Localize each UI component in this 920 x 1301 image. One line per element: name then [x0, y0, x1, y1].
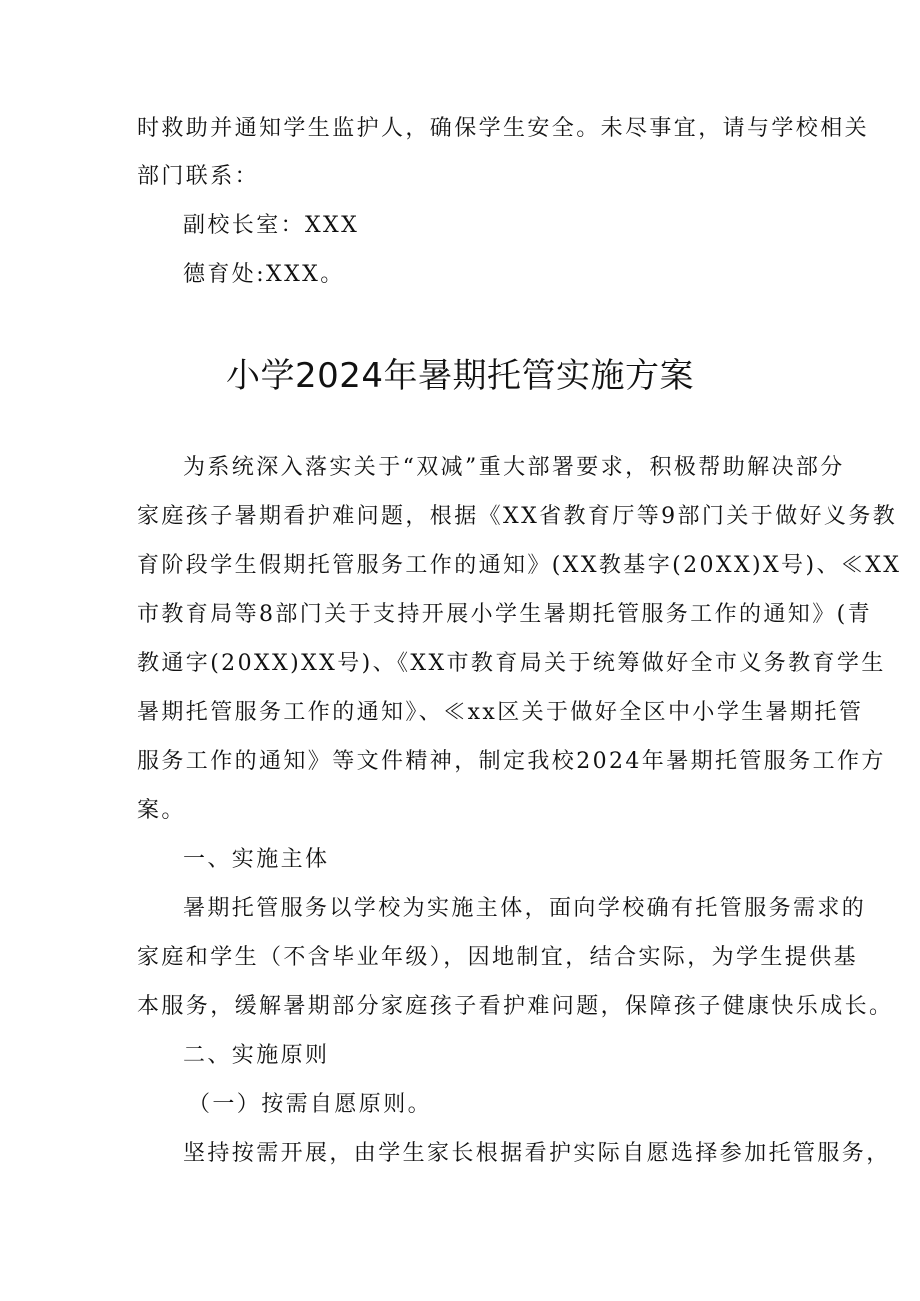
paragraph-line: 暑期托管服务以学校为实施主体，面向学校确有托管服务需求的: [183, 896, 867, 921]
paragraph-line: 家庭孩子暑期看护难问题，根据《XX省教育厅等9部门关于做好义务教: [137, 504, 898, 529]
paragraph-line: 服务工作的通知》等文件精神，制定我校2024年暑期托管服务工作方: [137, 749, 886, 774]
section-heading: 一、实施主体: [183, 847, 330, 872]
paragraph-line: 本服务，缓解暑期部分家庭孩子看护难问题，保障孩子健康快乐成长。: [137, 994, 894, 1019]
paragraph-line: 为系统深入落实关于“双减”重大部署要求，积极帮助解决部分: [183, 455, 845, 480]
paragraph-line: 育阶段学生假期托管服务工作的通知》(XX教基字(20XX)X号)、≪XX: [137, 553, 902, 578]
paragraph-line: 市教育局等8部门关于支持开展小学生暑期托管服务工作的通知》(青: [137, 602, 872, 627]
paragraph-line: 时救助并通知学生监护人，确保学生安全。未尽事宜，请与学校相关: [137, 116, 870, 141]
paragraph-line: 部门联系：: [137, 164, 260, 189]
paragraph-line: 家庭和学生（不含毕业年级），因地制宜，结合实际，为学生提供基: [137, 945, 859, 970]
paragraph-line: 坚持按需开展，由学生家长根据看护实际自愿选择参加托管服务，: [183, 1141, 891, 1166]
paragraph-line: 暑期托管服务工作的通知》、≪xx区关于做好全区中小学生暑期托管: [137, 700, 864, 725]
document-title: 小学2024年暑期托管实施方案: [225, 356, 695, 396]
contact-deputy-principal: 副校长室：XXX: [183, 213, 360, 238]
contact-moral-education: 德育处:XXX。: [183, 262, 345, 287]
subsection-heading: （一）按需自愿原则。: [188, 1092, 433, 1117]
section-heading: 二、实施原则: [183, 1043, 330, 1068]
paragraph-line: 教通字(20XX)XX号)、《XX市教育局关于统筹做好全市义务教育学生: [137, 651, 886, 676]
paragraph-line: 案。: [137, 798, 186, 823]
